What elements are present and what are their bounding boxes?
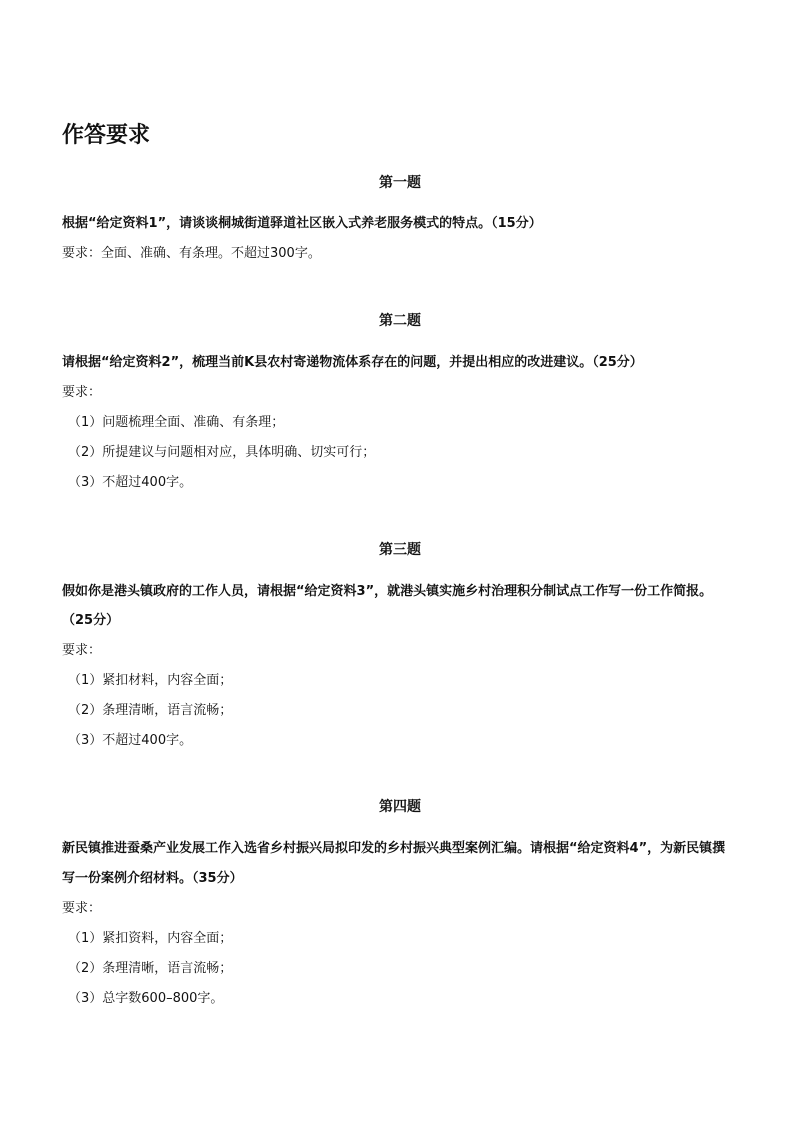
question-4-prompt-line-1: 新民镇推进蚕桑产业发展工作入选省乡村振兴局拟印发的乡村振兴典型案例汇编。请根据“给定资料4”，为新民镇撰 (62, 841, 726, 856)
question-3-requirement-item: （3）不超过400字。 (68, 733, 193, 748)
question-4-requirement-item: （2）条理清晰，语言流畅； (68, 961, 233, 976)
question-3-prompt-line-1: 假如你是港头镇政府的工作人员，请根据“给定资料3”，就港头镇实施乡村治理积分制试点工作写一份工作简报。 (62, 584, 713, 599)
question-3-requirement-item: （1）紧扣材料，内容全面； (68, 673, 233, 688)
question-2-requirements-label: 要求： (62, 385, 102, 400)
question-3-prompt-line-2: （25分） (62, 613, 120, 628)
question-4-requirements-label: 要求： (62, 901, 102, 916)
question-2-heading: 第二题 (379, 313, 421, 329)
question-2-requirement-item: （3）不超过400字。 (68, 475, 193, 490)
question-3-heading: 第三题 (379, 542, 421, 558)
question-2-requirement-item: （2）所提建议与问题相对应，具体明确、切实可行； (68, 445, 376, 460)
question-3-requirements-label: 要求： (62, 643, 102, 658)
question-1-heading: 第一题 (379, 175, 421, 191)
question-2-prompt: 请根据“给定资料2”，梳理当前K县农村寄递物流体系存在的问题，并提出相应的改进建议。（25分） (62, 355, 643, 370)
question-4-requirement-item: （1）紧扣资料，内容全面； (68, 931, 233, 946)
question-3-requirement-item: （2）条理清晰，语言流畅； (68, 703, 233, 718)
question-1-prompt: 根据“给定资料1”，请谈谈桐城街道驿道社区嵌入式养老服务模式的特点。（15分） (62, 216, 542, 231)
question-2-requirement-item: （1）问题梳理全面、准确、有条理； (68, 415, 285, 430)
question-4-heading: 第四题 (379, 799, 421, 815)
question-4-prompt-line-2: 写一份案例介绍材料。（35分） (62, 871, 243, 886)
question-1-requirements: 要求：全面、准确、有条理。不超过300字。 (62, 246, 321, 261)
page-title: 作答要求 (62, 123, 151, 148)
question-4-requirement-item: （3）总字数600–800字。 (68, 991, 224, 1006)
